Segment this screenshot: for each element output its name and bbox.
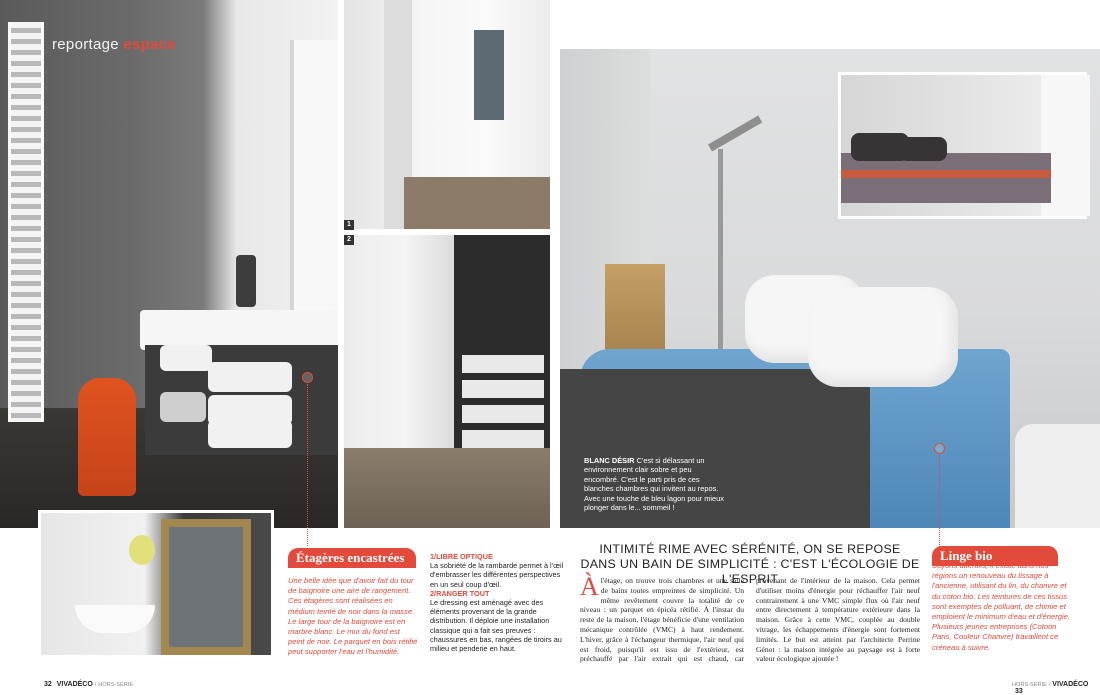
towel xyxy=(160,345,212,371)
rubric-part2: espace xyxy=(123,36,177,53)
caption-lead: BLANC DÉSIR xyxy=(584,456,635,465)
footer-separator: / xyxy=(1048,682,1051,688)
orange-stool xyxy=(78,378,136,496)
footer-left xyxy=(44,681,133,688)
etageres-body: Une belle idée que d'avoir fait du tour de baignoire une aire de rangement. Ces étagères sont réalisées en médium teinté de noir dans la masse. Le large tour de la baignoire est en marbre blanc. Le mur du fond est peint de noir. Le parquet en bois rétifié peut supporter l'eau et l'humidité. xyxy=(288,576,418,657)
dressing-photo xyxy=(344,235,550,528)
washbasin-photo xyxy=(38,510,274,658)
pointer-line xyxy=(939,455,940,547)
drawer xyxy=(462,430,544,448)
wooden-chair xyxy=(605,264,665,359)
article-text: l'étage, on trouve trois chambres et une salle de bains toutes empreintes de simplicité. Un même revêtement couvre la totalité de ce niveau : un parquet en épicéa rétifié. À l'instar du reste de la maison, l'étage bénéficie d'une ventilation mécanique contrôlée (VMC) à haut rendement. L'hiver, grâce à l'échangeur thermique, l'air neuf qui est froid, puisqu'il est issu de l'extérieur, est préchauffé par l'air extrait qui est chaud, car provenant de l'intérieur de la maison. Cela permet d'utiliser moins d'énergie pour réchauffer l'air neuf contrairement à une VMC simple flux où l'air neuf entre directement à température extérieure dans la maison. Grâce à cette VMC, couplée au double vitrage, les échappements d'énergie sont fortement limités. Le but est atteint par l'architecte Perrine Génot : la maison intégrée au paysage est à forte valeur écologique ajoutée ! xyxy=(580,576,920,664)
towel xyxy=(208,420,292,448)
doorway xyxy=(474,30,504,120)
gilded-mirror xyxy=(161,519,251,655)
photo-notes xyxy=(430,552,565,653)
towel-radiator xyxy=(8,22,44,422)
dressing-floor xyxy=(344,448,550,528)
flowers xyxy=(129,535,155,565)
note-1 xyxy=(430,552,565,589)
bathroom-window xyxy=(290,40,338,310)
note-2-text: Le dressing est aménagé avec des éléments provenant de la grande distribution. Il déploie une installation classique qui a fait ses preuves : chaussures en bas, rangées de tiroirs au milieu et penderie en haut. xyxy=(430,598,562,654)
note-2 xyxy=(430,589,565,653)
photo-number-badge: 2 xyxy=(344,235,354,245)
pointer-line xyxy=(307,384,308,546)
orchid-pot xyxy=(236,255,256,307)
page-number-left: 32 xyxy=(44,681,52,688)
note-1-heading: 1/LIBRE OPTIQUE xyxy=(430,552,493,561)
rubric-part1: reportage xyxy=(52,36,119,53)
photo-number-badge: 1 xyxy=(344,220,354,230)
etageres-title: Étagères encastrées xyxy=(288,548,416,568)
pointer-circle xyxy=(934,443,945,454)
magazine-name: VIVADÉCO xyxy=(1052,681,1089,688)
bed-stripe xyxy=(841,170,1051,178)
caption-text: C'est si délassant un environnement clair sobre et peu encombré. C'est le parti pris de ces blanches chambres qui invitent au repos. Avec une touche de bleu lagon pour mieux plonger dans le... sommeil ! xyxy=(584,456,724,513)
drawer xyxy=(462,405,544,423)
note-2-heading: 2/RANGER TOUT xyxy=(430,588,490,598)
section-rubric xyxy=(52,36,176,53)
edition-label: HORS-SÉRIE xyxy=(1012,682,1047,688)
edition-label: HORS-SÉRIE xyxy=(98,682,134,688)
note-1-text: La sobriété de la rambarde permet à l'œil d'embrasser les différentes perspectives en un seul coup d'œil. xyxy=(430,561,564,589)
bathroom-photo xyxy=(0,0,338,528)
drawer xyxy=(462,355,544,373)
stairway-photo xyxy=(344,0,550,229)
bedroom-caption xyxy=(584,456,724,512)
bathtub xyxy=(140,310,338,350)
footer-separator: / xyxy=(94,682,97,688)
magazine-name: VIVADÉCO xyxy=(56,681,93,688)
article-headline: INTIMITÉ RIME AVEC SÉRÉNITÉ, ON SE REPOSE DANS UN BAIN DE SIMPLICITÉ : C'EST L'ÉCOLOGIE DE L'ESPRIT xyxy=(580,542,920,586)
stair-floor xyxy=(404,177,550,229)
pillow xyxy=(899,137,947,161)
inset-bedroom-photo xyxy=(838,72,1087,219)
towel xyxy=(208,362,292,392)
article-dropcap: À xyxy=(580,572,599,601)
pillow xyxy=(808,287,958,387)
article-body xyxy=(580,572,920,664)
linge-title: Linge bio xyxy=(932,546,1058,566)
towel xyxy=(160,392,206,422)
footer-right xyxy=(1012,681,1100,695)
linge-body: Soyons attentifs, il existe dans nos régions un renouveau du tissage à l'ancienne, utilisant du lin, du chanvre et du coton bio. Les teintures de ces tissus sont exemptes de polluant, de chimie et emploient le minimum d'eau et d'énergie. Plusieurs jeunes entreprises (Cotoon Paris, Couleur Chanvre) travaillent ce créneau à suivre. xyxy=(932,561,1070,652)
nightstand xyxy=(1015,424,1100,528)
pointer-circle xyxy=(302,372,313,383)
floor-lamp-head xyxy=(708,116,762,152)
washbasin xyxy=(75,605,155,633)
page-number-right: 33 xyxy=(1015,688,1023,695)
drawer xyxy=(462,380,544,398)
